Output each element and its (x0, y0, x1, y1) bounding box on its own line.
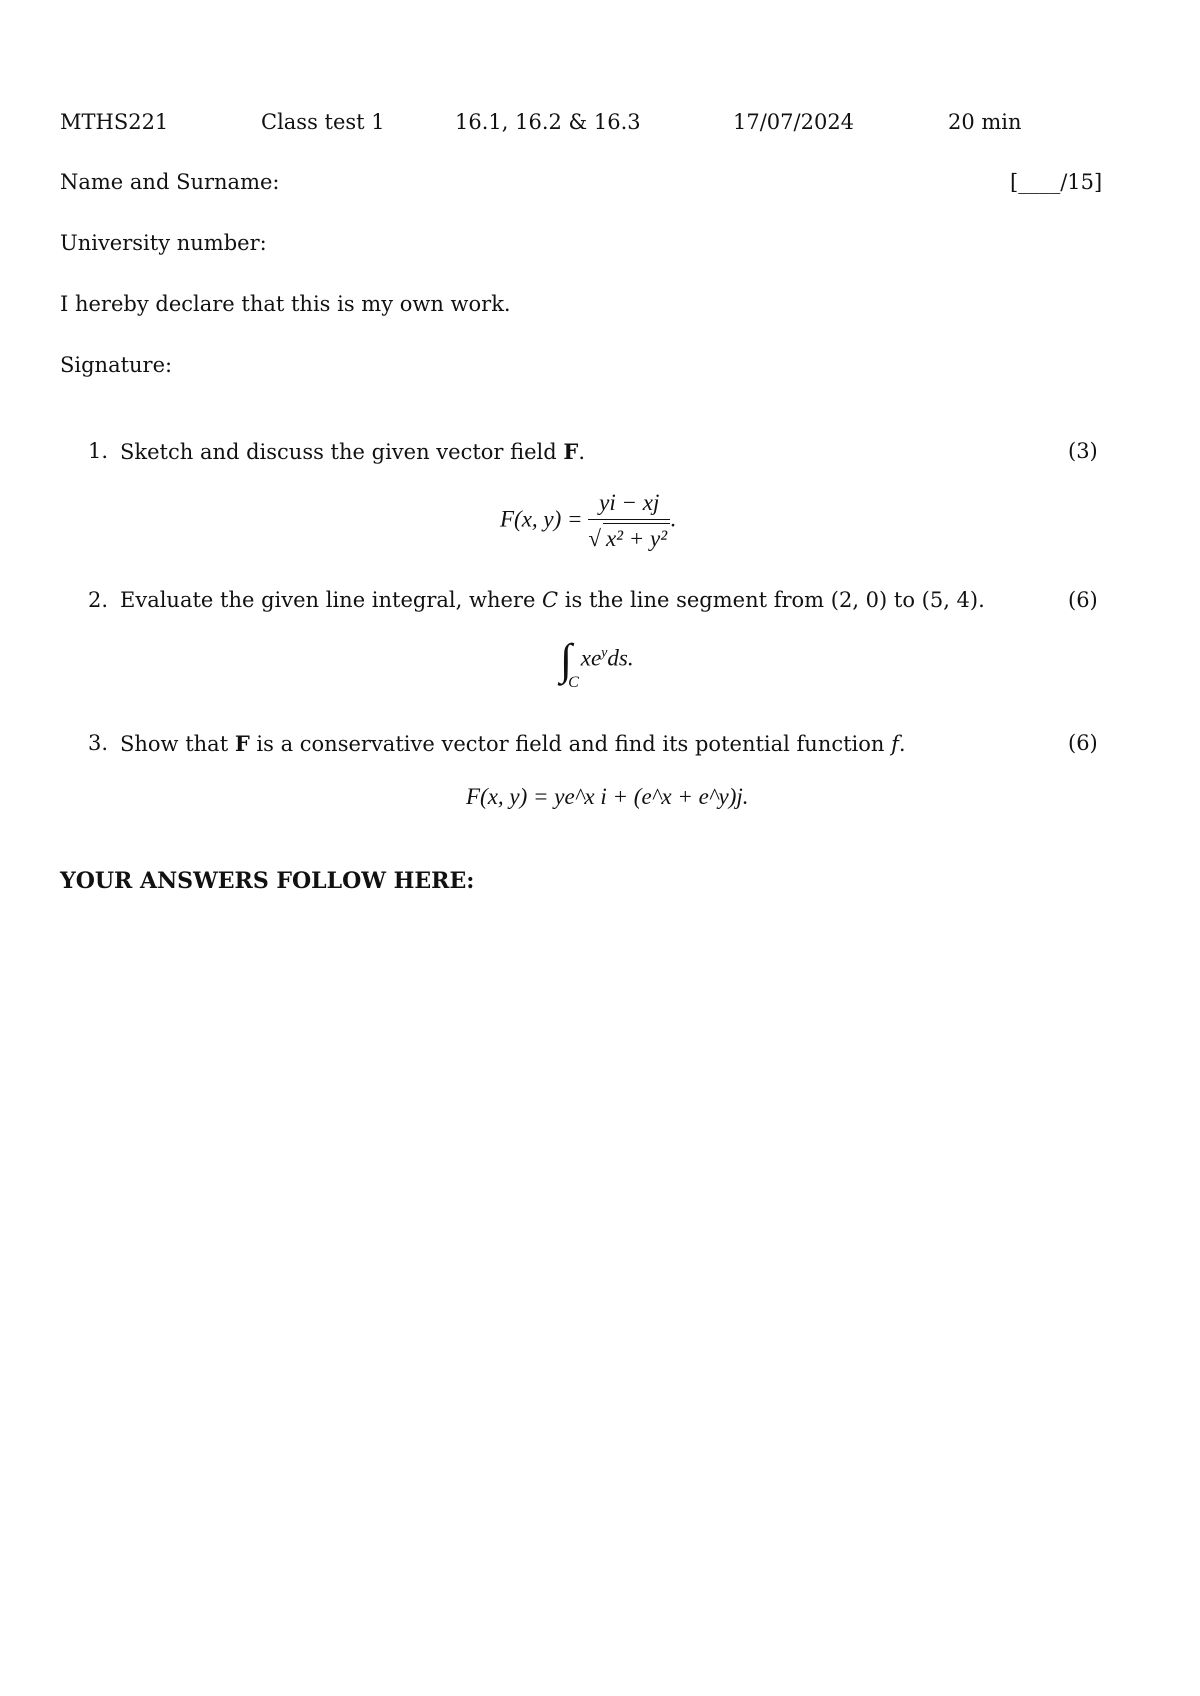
question-2-marks: (6) (1068, 588, 1098, 612)
name-label: Name and Surname: (60, 170, 280, 194)
declaration: I hereby declare that this is my own work. (60, 292, 511, 316)
question-1-marks: (3) (1068, 439, 1098, 463)
test-sections: 16.1, 16.2 & 16.3 (455, 110, 641, 134)
test-date: 17/07/2024 (733, 110, 855, 134)
question-3-marks: (6) (1068, 731, 1098, 755)
signature-label: Signature: (60, 353, 173, 377)
test-title: Class test 1 (261, 110, 385, 134)
question-3-text: Show that F is a conservative vector field and find its potential function f. (120, 731, 906, 756)
course-code: MTHS221 (60, 110, 169, 134)
university-number-label: University number: (60, 231, 267, 255)
question-3-formula: F(x, y) = ye^x i + (e^x + e^y)j. (466, 784, 749, 809)
test-duration: 20 min (948, 110, 1022, 134)
question-3-number: 3. (88, 731, 109, 755)
question-2-formula: $\int_Cxe^yds$. (560, 635, 634, 692)
question-1-text: Sketch and discuss the given vector field F. (120, 439, 585, 464)
question-2-text: Evaluate the given line integral, where C is the line segment from (2, 0) to (5, 4). (120, 588, 985, 612)
question-1-formula: F(x, y) = $\frac{yi - xj}{\text{√ x² + y²}}$ . (500, 490, 676, 552)
formula-fraction: $\frac{yi - xj}{\text{√ x² + y²}}$ (588, 490, 670, 553)
question-1-number: 1. (88, 439, 109, 463)
question-2-number: 2. (88, 588, 109, 612)
mark-box: [____/15] (1010, 170, 1103, 194)
answers-heading: YOUR ANSWERS FOLLOW HERE: (60, 868, 475, 894)
